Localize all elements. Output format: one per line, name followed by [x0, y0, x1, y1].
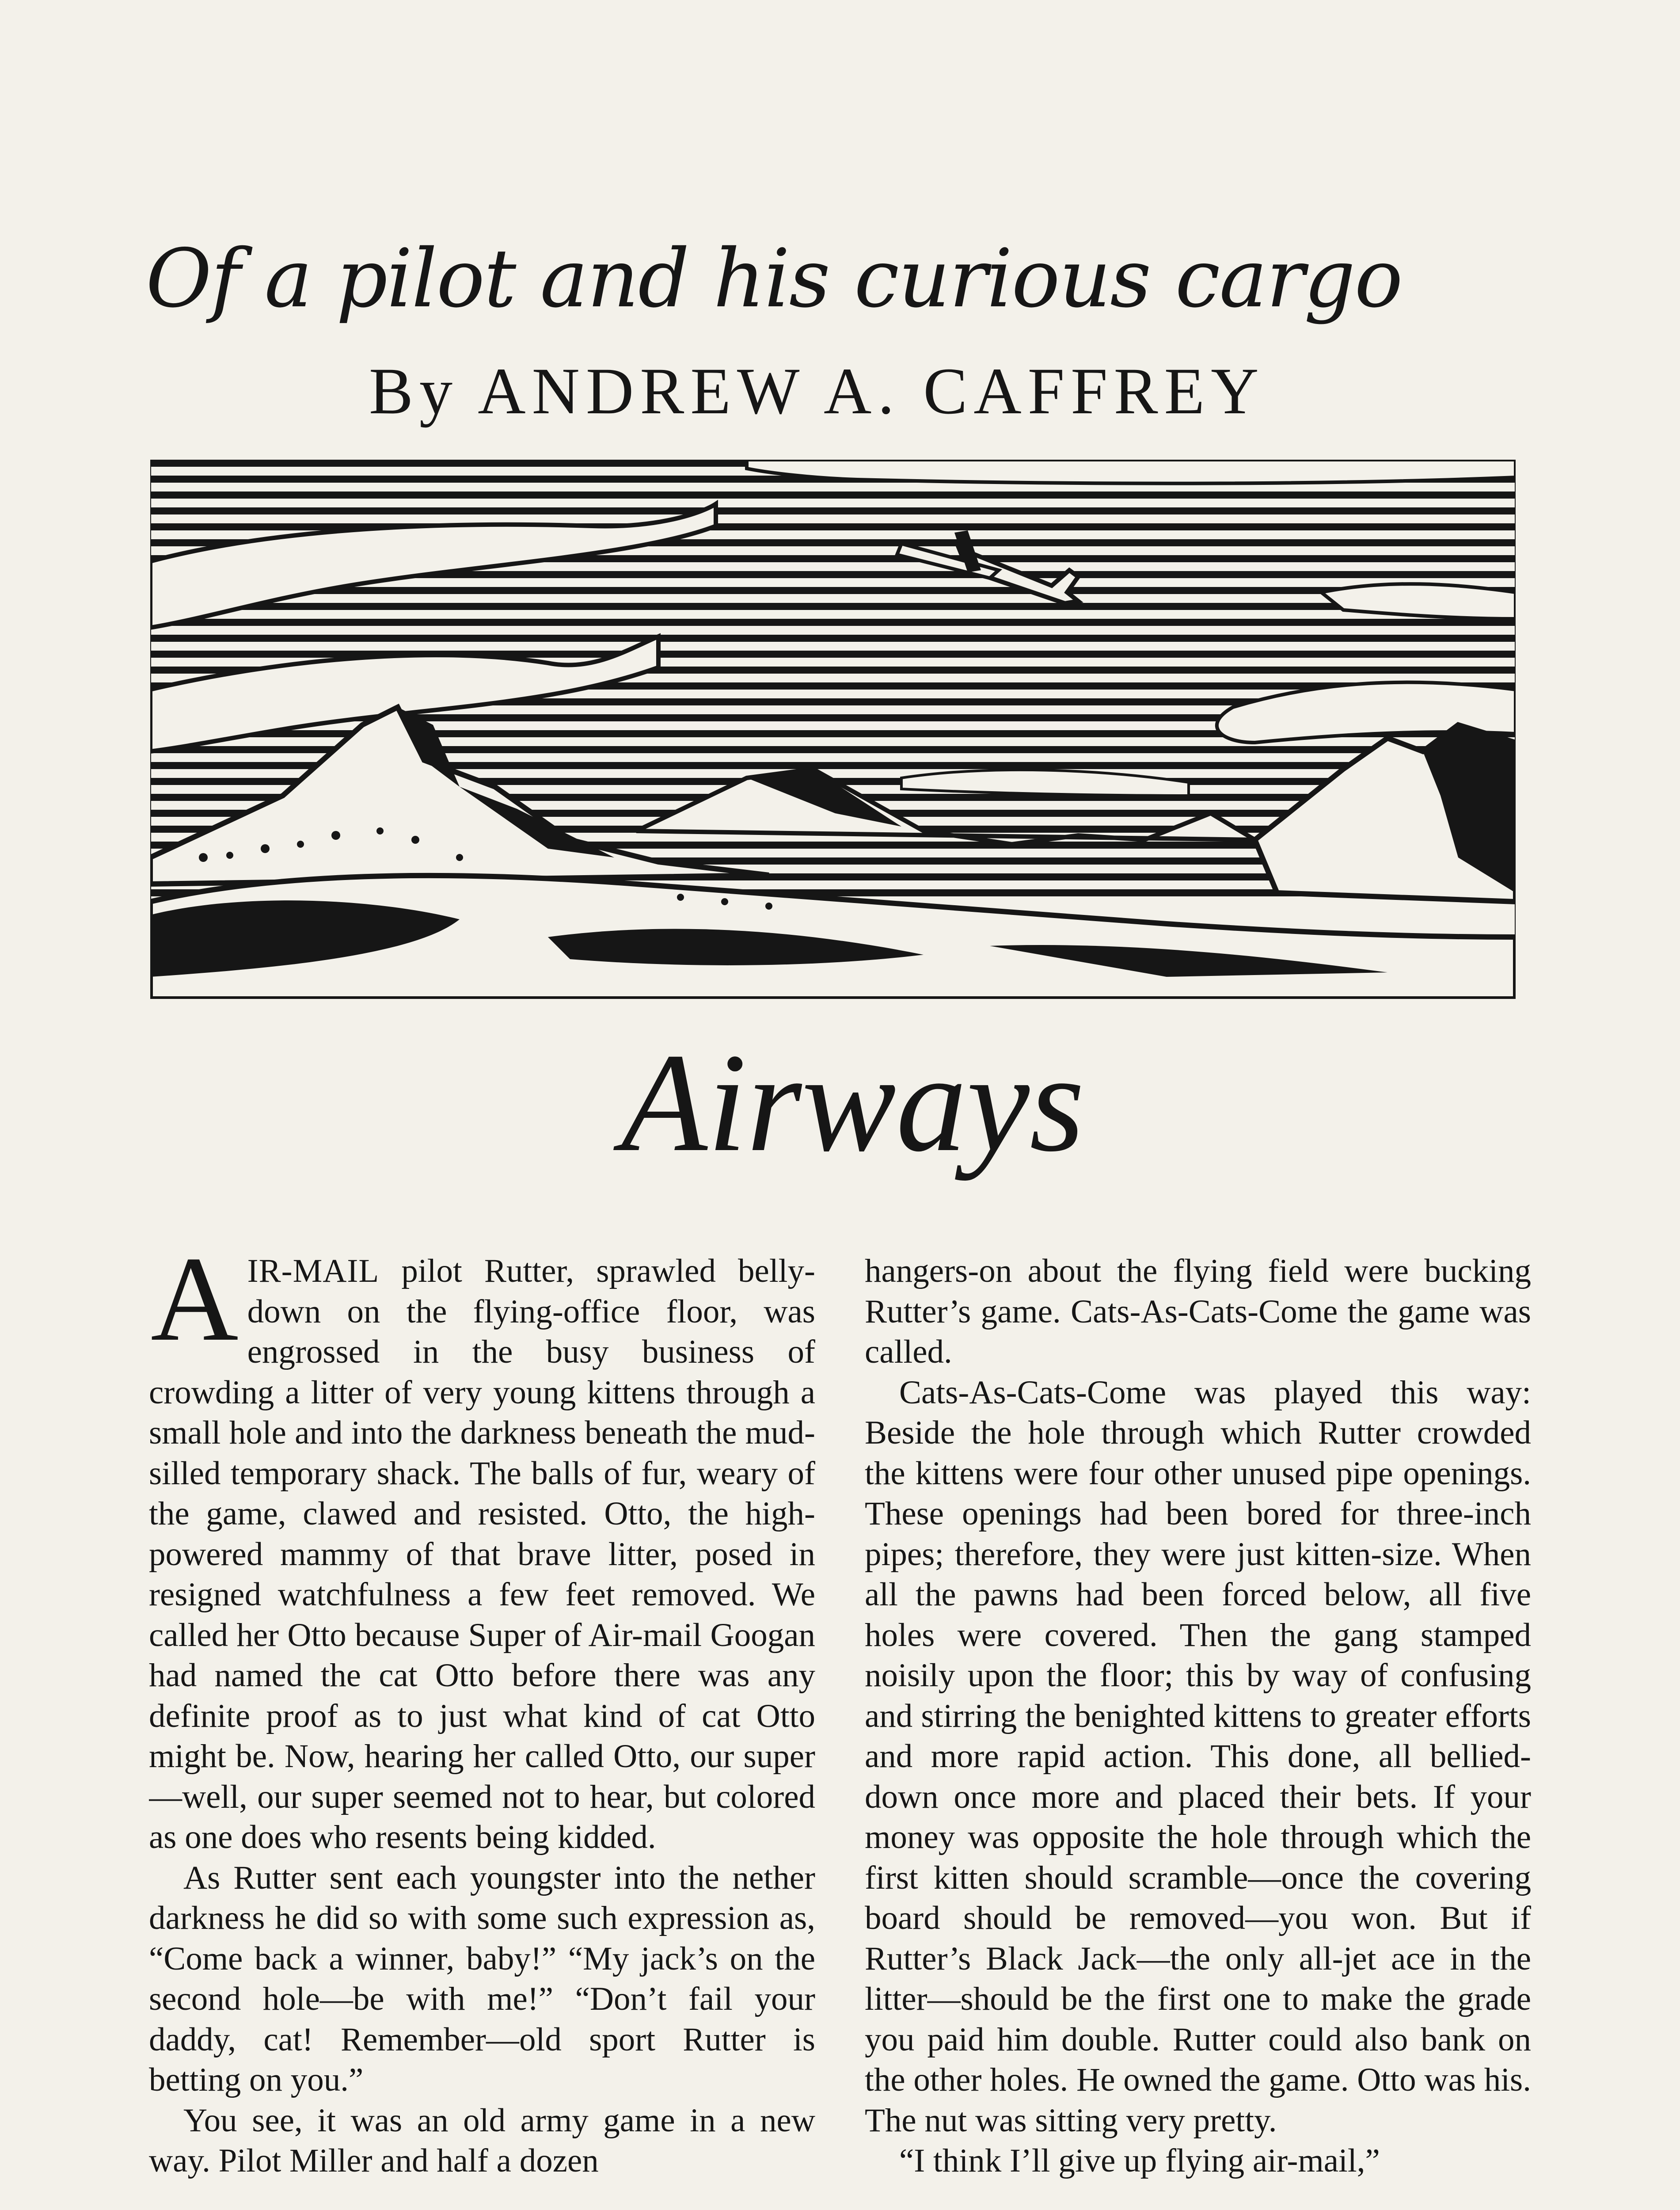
- article-title: Airways: [621, 1025, 1085, 1181]
- author-byline: By ANDREW A. CAFFREY: [369, 354, 1265, 428]
- landscape-airplane-illustration: [150, 460, 1516, 999]
- paragraph: “I think I’ll give up flying air-mail,”: [899, 2142, 1380, 2179]
- paragraph: Cats-As-Cats-Come was played this way: Beside the hole through which Rutter crowded the kittens were four other unused pipe openings. These openings had been bored for three-inch pipes; therefore, they were just kitten-size. When all the pawns had been forced below, all five holes were covered. Then the gang stamped noisily upon the floor; this by way of confusing and stirring the benighted kittens to greater efforts and more rapid action. This done, all bellied-down once more and placed their bets. If your money was opposite the hole through which the first kitten should scramble—once the covering board should be removed—you won. But if Rutter’s Black Jack—the only all-jet ace in the litter—should be the first one to make the grade you paid him double. Rutter could also bank on the other holes. He owned the game. Otto was his. The nut was sitting very pretty.: [865, 1374, 1531, 2139]
- drop-cap: A: [151, 1251, 239, 1366]
- paragraph: hangers-on about the flying field were bucking Rutter’s game. Cats-As-Cats-Come the game was called.: [865, 1253, 1531, 1370]
- text-column-left: [149, 1251, 815, 2210]
- paragraph: You see, it was an old army game in a new way. Pilot Miller and half a dozen: [149, 2102, 815, 2179]
- article-subtitle: Of a pilot and his curious cargo: [146, 232, 1402, 325]
- paragraph: AIR-MAIL pilot Rutter, sprawled belly-down on the flying-office floor, was engrossed in the busy business of crowding a litter of very young kittens through a small hole and into the darkness beneath the mud-silled temporary shack. The balls of fur, weary of the game, clawed and resisted. Otto, the high-powered mammy of that brave litter, posed in resigned watchfulness a few feet removed. We called her Otto because Super of Air-mail Googan had named the cat Otto before there was any definite proof as to just what kind of cat Otto might be. Now, hearing her called Otto, our super—well, our super seemed not to hear, but colored as one does who resents being kidded.: [149, 1251, 815, 1856]
- text-column-right: [865, 1251, 1531, 2210]
- paragraph: As Rutter sent each youngster into the nether darkness he did so with some such expression as, “Come back a winner, baby!” “My jack’s on the second hole—be with me!” “Don’t fail your daddy, cat! Remember—old sport Rutter is betting on you.”: [149, 1859, 815, 2098]
